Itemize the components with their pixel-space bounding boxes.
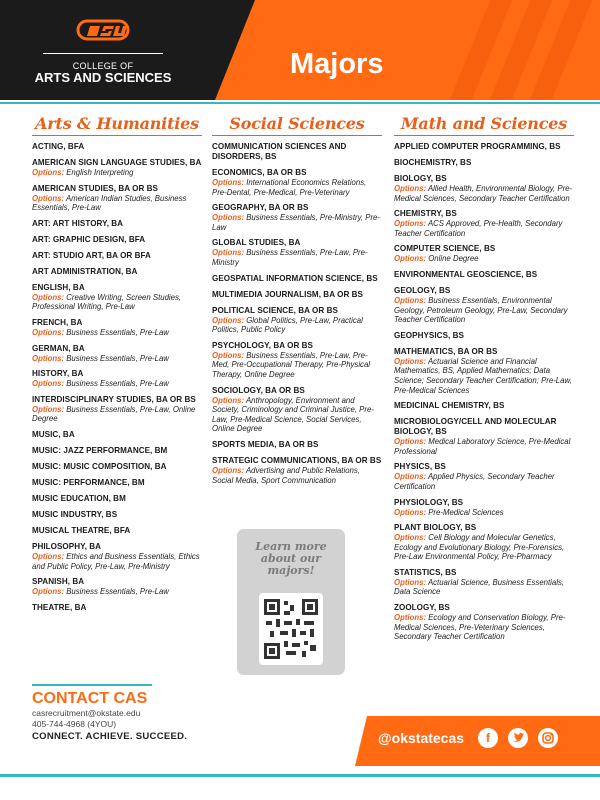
- heading-rule: [212, 135, 382, 136]
- major-options: [212, 351, 382, 380]
- major-entry: [32, 526, 202, 536]
- major-options: [212, 396, 382, 434]
- contact-email[interactable]: casrecruitment@okstate.edu: [32, 708, 141, 718]
- major-options: [212, 178, 382, 197]
- major-name: SPORTS MEDIA, BA OR BS: [212, 439, 319, 449]
- options-text: Business Essentials, Pre-Law: [66, 327, 169, 337]
- major-options: [394, 508, 574, 518]
- options-label: Options:: [212, 213, 245, 223]
- options-label: Options:: [32, 168, 65, 177]
- major-options: [394, 613, 574, 642]
- options-text: Anthropology, Environment and Society, Criminology and Criminal Justice, Pre-Law, Pre-Medical Science, Social Services, Online Degree: [212, 395, 374, 434]
- major-options: [394, 533, 574, 562]
- major-entry: [32, 510, 202, 520]
- major-options: [394, 472, 574, 491]
- major-options: [394, 296, 574, 325]
- major-name: PHILOSOPHY, BA: [32, 541, 102, 551]
- teal-divider: [0, 102, 600, 104]
- major-name: FRENCH, BA: [32, 317, 83, 327]
- header-banner: [0, 0, 600, 100]
- major-options: [394, 578, 574, 597]
- options-text: Advertising and Public Relations, Social Media, Sport Communication: [212, 465, 360, 485]
- heading-rule: [32, 135, 202, 136]
- major-name: GEOSPATIAL INFORMATION SCIENCE, BS: [212, 273, 378, 283]
- tagline: CONNECT. ACHIEVE. SUCCEED.: [32, 731, 188, 742]
- major-entry: [32, 318, 202, 338]
- major-name: STRATEGIC COMMUNICATIONS, BA OR BS: [212, 455, 382, 465]
- options-text: Business Essentials, Pre-Law, Online Degree: [32, 404, 196, 424]
- options-text: Business Essentials, Pre-Law, Pre-Med, Pre-Occupational Therapy, Pre-Physical Therapy, Online Degree: [212, 350, 371, 379]
- teal-bottom-rule: [0, 774, 600, 777]
- major-name: MICROBIOLOGY/CELL AND MOLECULAR BIOLOGY, BS: [394, 417, 557, 437]
- major-name: SPANISH, BA: [32, 577, 85, 587]
- major-name: GEOPHYSICS, BS: [394, 330, 464, 340]
- contact-block: [32, 690, 187, 742]
- options-text: Actuarial Science and Financial Mathematics, BS, Applied Mathematics; Data Science; Secondary Teacher Certification; Pre-Law, Pre-Medical Sciences: [394, 356, 572, 395]
- major-name: BIOLOGY, BS: [394, 174, 447, 183]
- options-label: Options:: [212, 350, 245, 360]
- options-text: Business Essentials, Environmental Geology, Petroleum Geology, Pre-Law, Secondary Teacher Certification: [394, 295, 568, 325]
- major-entry: [32, 158, 202, 178]
- facebook-icon[interactable]: f: [478, 728, 498, 748]
- major-entry: [32, 283, 202, 312]
- major-name: MULTIMEDIA JOURNALISM, BA OR BS: [212, 289, 363, 299]
- major-options: [32, 328, 202, 338]
- major-options: [394, 184, 574, 203]
- major-options: [394, 254, 574, 264]
- major-options: [32, 354, 202, 364]
- major-options: [32, 168, 202, 178]
- options-label: Options:: [32, 551, 65, 561]
- major-entry: [212, 274, 382, 284]
- options-text: Online Degree: [428, 254, 479, 264]
- options-label: Options:: [212, 395, 245, 405]
- major-entry: [32, 577, 202, 597]
- major-entry: [32, 142, 202, 152]
- qr-code[interactable]: [259, 593, 323, 665]
- major-options: [212, 248, 382, 267]
- major-entry: [32, 235, 202, 245]
- major-name: GEOLOGY, BS: [394, 285, 451, 295]
- qr-code-icon: [264, 599, 318, 659]
- major-entry: [32, 251, 202, 261]
- options-label: Options:: [212, 315, 245, 325]
- major-name: MUSIC, BA: [32, 429, 75, 439]
- major-name: GEOGRAPHY, BA OR BS: [212, 203, 309, 213]
- options-label: Options:: [32, 587, 65, 597]
- major-name: GLOBAL STUDIES, BA: [212, 238, 301, 248]
- major-options: [32, 552, 202, 571]
- major-name: ART: STUDIO ART, BA OR BFA: [32, 250, 151, 260]
- heading-rule: [394, 135, 574, 136]
- major-options: [32, 405, 202, 424]
- major-entry: [32, 494, 202, 504]
- major-name: POLITICAL SCIENCE, BA OR BS: [212, 305, 338, 315]
- major-name: INTERDISCIPLINARY STUDIES, BA OR BS: [32, 394, 196, 404]
- options-text: Creative Writing, Screen Studies, Professional Writing, Pre-Law: [32, 292, 182, 312]
- options-label: Options:: [394, 219, 427, 229]
- options-text: Cell Biology and Molecular Genetics, Ecology and Evolutionary Biology, Pre-Forensics, Pre-Law Environmental Policy, Pre-Pharmacy: [394, 533, 565, 562]
- major-options: [32, 293, 202, 312]
- options-text: Business Essentials, Pre-Law: [66, 379, 169, 389]
- major-options: [212, 213, 382, 232]
- major-name: COMPUTER SCIENCE, BS: [394, 244, 496, 254]
- major-entry: [32, 603, 202, 613]
- options-label: Options:: [212, 465, 245, 475]
- column-arts-humanities: [32, 114, 202, 619]
- instagram-icon[interactable]: [538, 728, 558, 748]
- options-label: Options:: [32, 327, 65, 337]
- major-entry: [32, 478, 202, 488]
- major-name: PHYSIOLOGY, BS: [394, 497, 464, 507]
- options-label: Options:: [32, 353, 65, 363]
- major-entry: [394, 270, 574, 280]
- options-label: Options:: [394, 472, 427, 482]
- major-entry: [212, 203, 382, 232]
- options-text: Business Essentials, Pre-Law: [66, 353, 169, 363]
- major-entry: [32, 219, 202, 229]
- major-name: MEDICINAL CHEMISTRY, BS: [394, 401, 505, 411]
- major-name: MUSICAL THEATRE, BFA: [32, 525, 131, 535]
- major-options: [212, 316, 382, 335]
- major-name: MUSIC: PERFORMANCE, BM: [32, 477, 145, 487]
- major-options: [394, 357, 574, 395]
- major-list: [32, 142, 202, 613]
- options-text: Medical Laboratory Science, Pre-Medical Professional: [394, 437, 571, 456]
- osu-brand-mark-icon: [76, 18, 130, 44]
- options-text: Actuarial Science, Business Essentials, Data Science: [394, 577, 565, 597]
- major-name: ART: GRAPHIC DESIGN, BFA: [32, 234, 146, 244]
- major-name: ART ADMINISTRATION, BA: [32, 266, 138, 276]
- options-text: Ethics and Business Essentials, Ethics and Public Policy, Pre-Law, Pre-Ministry: [32, 551, 200, 571]
- major-options: [32, 194, 202, 213]
- options-label: Options:: [394, 437, 427, 447]
- major-entry: [212, 341, 382, 380]
- major-entry: [394, 417, 574, 456]
- major-options: [394, 437, 574, 456]
- major-entry: [32, 184, 202, 213]
- major-entry: [32, 542, 202, 571]
- major-entry: [212, 168, 382, 197]
- major-options: [394, 219, 574, 238]
- major-name: AMERICAN SIGN LANGUAGE STUDIES, BA: [32, 158, 202, 167]
- major-entry: [212, 456, 382, 485]
- major-entry: [394, 244, 574, 264]
- major-entry: [212, 386, 382, 434]
- column-heading: Social Sciences: [229, 114, 365, 133]
- major-entry: [394, 523, 574, 562]
- major-name: APPLIED COMPUTER PROGRAMMING, BS: [394, 142, 561, 151]
- options-text: ACS Approved, Pre-Health, Secondary Teacher Certification: [394, 219, 563, 238]
- column-social-sciences: [212, 114, 382, 491]
- college-label: COLLEGE OF: [72, 61, 134, 71]
- options-label: Options:: [32, 193, 65, 203]
- major-options: [32, 379, 202, 389]
- options-text: Business Essentials, Pre-Ministry, Pre-Law: [212, 213, 380, 232]
- options-text: Allied Health, Environmental Biology, Pre-Medical Sciences, Secondary Teacher Certification: [394, 184, 573, 203]
- major-entry: [212, 306, 382, 335]
- major-name: MUSIC: JAZZ PERFORMANCE, BM: [32, 445, 168, 455]
- options-label: Options:: [32, 379, 65, 389]
- options-label: Options:: [394, 254, 427, 264]
- major-name: MATHEMATICS, BA OR BS: [394, 346, 498, 356]
- major-name: STATISTICS, BS: [394, 567, 457, 577]
- major-entry: [212, 290, 382, 300]
- major-entry: [212, 238, 382, 267]
- column-heading: Math and Sciences: [400, 114, 568, 133]
- major-entry: [32, 369, 202, 389]
- major-name: ART: ART HISTORY, BA: [32, 218, 124, 228]
- major-name: GERMAN, BA: [32, 343, 85, 353]
- college-name: ARTS AND SCIENCES: [34, 70, 172, 85]
- options-label: Options:: [212, 248, 245, 258]
- major-entry: [394, 462, 574, 491]
- major-entry: [32, 267, 202, 277]
- options-text: Ecology and Conservation Biology, Pre-Medical Sciences, Pre-Veterinary Sciences, Secondary Teacher Certification: [394, 613, 566, 642]
- major-name: CHEMISTRY, BS: [394, 209, 457, 219]
- options-label: Options:: [394, 533, 427, 543]
- major-entry: [212, 440, 382, 450]
- major-list: [212, 142, 382, 485]
- options-text: Applied Physics, Secondary Teacher Certification: [394, 472, 555, 491]
- contact-phone[interactable]: 405-744-4968 (4YOU): [32, 719, 117, 729]
- contact-teal-rule: [32, 684, 152, 686]
- major-name: PSYCHOLOGY, BA OR BS: [212, 340, 313, 350]
- major-entry: [394, 174, 574, 203]
- major-entry: [394, 498, 574, 518]
- options-text: Pre-Medical Sciences: [428, 507, 504, 517]
- contact-title: CONTACT CAS: [32, 690, 148, 707]
- major-options: [212, 466, 382, 485]
- options-label: Options:: [394, 613, 427, 623]
- column-heading: Arts & Humanities: [35, 114, 199, 133]
- major-name: ACTING, BFA: [32, 142, 85, 151]
- options-text: Business Essentials, Pre-Law: [66, 587, 169, 597]
- major-entry: [212, 142, 382, 162]
- osu-logo[interactable]: [18, 18, 188, 85]
- major-list: [394, 142, 574, 642]
- major-entry: [394, 401, 574, 411]
- major-name: ENGLISH, BA: [32, 282, 85, 292]
- major-name: MUSIC INDUSTRY, BS: [32, 509, 118, 519]
- options-text: Business Essentials, Pre-Law, Pre-Ministry: [212, 248, 368, 267]
- major-name: SOCIOLOGY, BA OR BS: [212, 385, 305, 395]
- column-math-sciences: [394, 114, 574, 648]
- logo-divider: [43, 53, 163, 54]
- major-entry: [32, 344, 202, 364]
- social-handle[interactable]: @okstatecas: [378, 730, 465, 746]
- major-entry: [394, 158, 574, 168]
- major-entry: [394, 603, 574, 642]
- major-name: AMERICAN STUDIES, BA OR BS: [32, 183, 159, 193]
- major-name: PHYSICS, BS: [394, 462, 446, 472]
- major-name: PLANT BIOLOGY, BS: [394, 523, 477, 533]
- major-entry: [394, 142, 574, 152]
- options-text: Global Politics, Pre-Law, Practical Politics, Public Policy: [212, 315, 363, 335]
- options-label: Options:: [212, 178, 245, 187]
- learn-more-promo[interactable]: [237, 529, 345, 675]
- twitter-icon[interactable]: [508, 728, 528, 748]
- options-label: Options:: [394, 184, 427, 193]
- major-name: ECONOMICS, BA OR BS: [212, 168, 307, 177]
- major-entry: [32, 446, 202, 456]
- major-name: MUSIC: MUSIC COMPOSITION, BA: [32, 461, 167, 471]
- major-options: [32, 587, 202, 597]
- major-entry: [32, 462, 202, 472]
- options-text: American Indian Studies, Business Essentials, Pre-Law: [32, 193, 187, 213]
- major-name: MUSIC EDUCATION, BM: [32, 493, 126, 503]
- major-entry: [32, 430, 202, 440]
- options-label: Options:: [394, 356, 427, 366]
- options-label: Options:: [394, 295, 427, 305]
- options-label: Options:: [32, 404, 65, 414]
- major-name: ENVIRONMENTAL GEOSCIENCE, BS: [394, 269, 538, 279]
- major-entry: [394, 209, 574, 238]
- major-entry: [394, 286, 574, 325]
- options-text: International Economics Relations, Pre-Dental, Pre-Medical, Pre-Veterinary: [212, 178, 367, 197]
- page-title: Majors: [290, 48, 384, 80]
- major-name: COMMUNICATION SCIENCES AND DISORDERS, BS: [212, 142, 347, 161]
- promo-text: Learn more about our majors!: [255, 540, 327, 577]
- major-entry: [32, 395, 202, 424]
- major-entry: [394, 347, 574, 395]
- major-entry: [394, 331, 574, 341]
- major-name: ZOOLOGY, BS: [394, 603, 450, 613]
- options-label: Options:: [394, 507, 427, 517]
- major-entry: [394, 568, 574, 597]
- major-name: HISTORY, BA: [32, 369, 84, 379]
- major-name: BIOCHEMISTRY, BS: [394, 158, 472, 167]
- major-name: THEATRE, BA: [32, 602, 87, 612]
- options-text: English Interpreting: [66, 168, 134, 177]
- options-label: Options:: [32, 292, 65, 302]
- options-label: Options:: [394, 577, 427, 587]
